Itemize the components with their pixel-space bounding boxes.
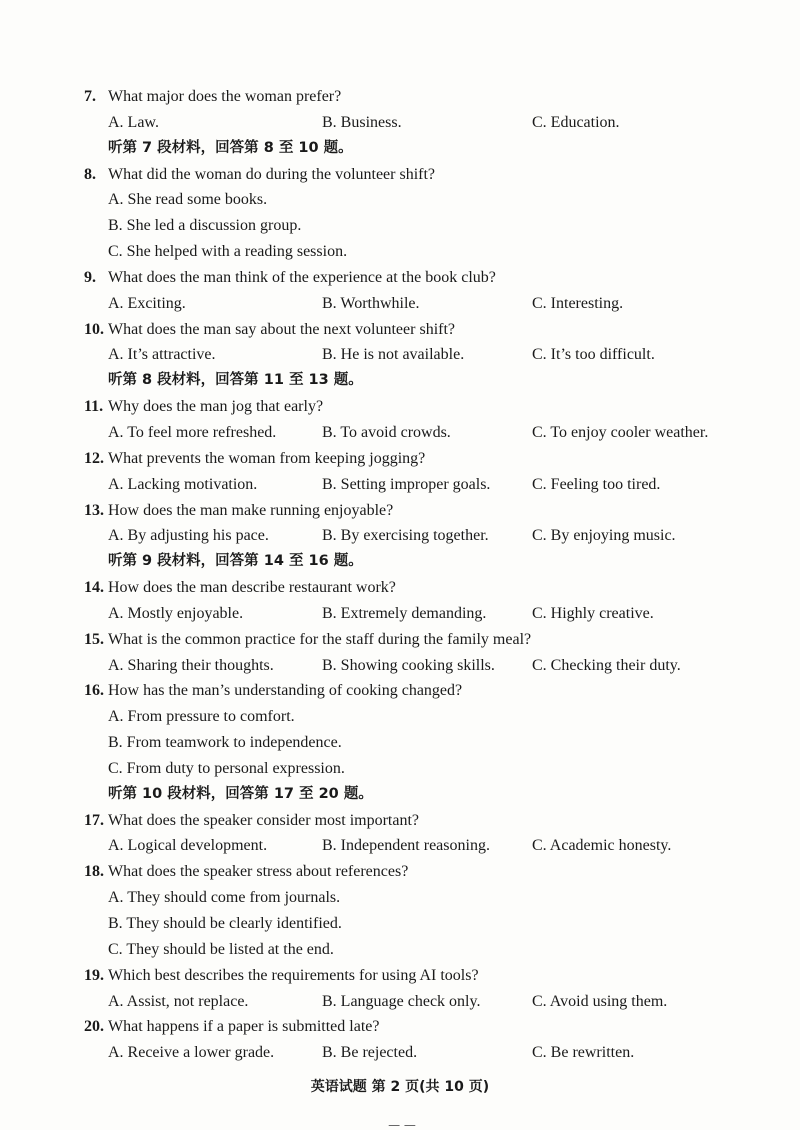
option-row [84, 833, 734, 859]
option-row [84, 989, 734, 1015]
option-c: C. Academic honesty. [532, 837, 672, 855]
question-stem [84, 317, 734, 343]
question-text: Which best describes the requirements for using AI tools? [108, 966, 479, 984]
option-c: C. Avoid using them. [532, 992, 668, 1010]
question-stem [84, 394, 734, 420]
question-text: Why does the man jog that early? [108, 398, 324, 416]
option-line: B. From teamwork to independence. [108, 734, 342, 752]
option-row [84, 110, 734, 136]
option-line: B. She led a discussion group. [108, 217, 302, 235]
section-instruction: 听第 10 段材料，回答第 17 至 20 题。 [108, 785, 373, 802]
option-c: C. Be rewritten. [532, 1044, 635, 1062]
option-b: B. Showing cooking skills. [322, 656, 495, 674]
question-list [84, 84, 734, 1066]
option-b: B. Language check only. [322, 992, 481, 1010]
option-a: A. Receive a lower grade. [108, 1044, 275, 1062]
question-stem [84, 963, 734, 989]
option-row [84, 653, 734, 679]
option-row [84, 291, 734, 317]
option-a: A. To feel more refreshed. [108, 423, 277, 441]
question-text: What does the speaker consider most important? [108, 811, 420, 829]
option-row [84, 472, 734, 498]
question-number: 15. [84, 630, 104, 648]
option-line: A. She read some books. [108, 191, 268, 209]
option-a: A. Sharing their thoughts. [108, 656, 274, 674]
option-c: C. Interesting. [532, 294, 624, 312]
question-stem [84, 678, 734, 704]
option-b: B. Setting improper goals. [322, 475, 491, 493]
option-line: A. They should come from journals. [108, 889, 341, 907]
option-c: C. Highly creative. [532, 604, 654, 622]
option-c: C. Education. [532, 113, 620, 131]
option-b: B. To avoid crowds. [322, 423, 451, 441]
question-number: 20. [84, 1018, 104, 1036]
option-a: A. Mostly enjoyable. [108, 604, 244, 622]
question-stem [84, 808, 734, 834]
option-b: B. Worthwhile. [322, 294, 420, 312]
option-b: B. Be rejected. [322, 1044, 418, 1062]
option-line: C. They should be listed at the end. [108, 940, 334, 958]
option-line: C. She helped with a reading session. [108, 243, 348, 261]
question-number: 10. [84, 320, 104, 338]
question-number: 7. [84, 88, 96, 105]
option-a: A. Law. [108, 113, 159, 131]
question-text: How has the man’s understanding of cooking changed? [108, 682, 463, 700]
question-number: 16. [84, 682, 104, 700]
question-text: How does the man make running enjoyable? [108, 501, 394, 519]
question-text: What does the man say about the next volunteer shift? [108, 320, 456, 338]
option-c: C. Checking their duty. [532, 656, 681, 674]
option-a: A. By adjusting his pace. [108, 527, 269, 545]
option-b: B. Independent reasoning. [322, 837, 490, 855]
question-stem [84, 162, 734, 188]
option-row [84, 420, 734, 446]
question-stem [84, 265, 734, 291]
question-number: 8. [84, 165, 96, 183]
question-text: What does the man think of the experience at the book club? [108, 268, 496, 286]
option-a: A. Lacking motivation. [108, 475, 258, 493]
option-row [84, 1040, 734, 1066]
question-stem [84, 446, 734, 472]
option-a: A. Assist, not replace. [108, 992, 249, 1010]
question-stem [84, 498, 734, 524]
question-text: What did the woman do during the volunteer shift? [108, 165, 436, 183]
question-stem [84, 627, 734, 653]
section-instruction: 听第 9 段材料，回答第 14 至 16 题。 [108, 553, 363, 570]
question-stem [84, 575, 734, 601]
option-row [84, 601, 734, 627]
question-number: 9. [84, 268, 96, 286]
question-number: 17. [84, 811, 104, 829]
question-text: What is the common practice for the staff during the family meal? [108, 630, 532, 648]
question-number: 13. [84, 501, 104, 519]
option-line: A. From pressure to comfort. [108, 708, 295, 726]
question-stem [84, 859, 734, 885]
question-stem [84, 84, 734, 110]
option-c: C. It’s too difficult. [532, 346, 655, 364]
page-footer: 英语试题 第 2 页(共 10 页) [310, 1079, 490, 1095]
question-stem [84, 1014, 734, 1040]
option-b: B. By exercising together. [322, 527, 489, 545]
option-row [84, 523, 734, 549]
option-a: A. Exciting. [108, 294, 186, 312]
question-text: What happens if a paper is submitted late? [108, 1018, 380, 1036]
option-row [84, 342, 734, 368]
option-line: B. They should be clearly identified. [108, 915, 342, 932]
question-number: 18. [84, 863, 104, 881]
question-number: 11. [84, 398, 104, 416]
option-a: A. Logical development. [108, 837, 268, 855]
option-a: A. It’s attractive. [108, 346, 216, 364]
option-c: C. By enjoying music. [532, 527, 676, 545]
question-text: What major does the woman prefer? [108, 88, 342, 105]
option-b: B. Extremely demanding. [322, 604, 487, 622]
option-b: B. Business. [322, 113, 402, 131]
section-instruction: 听第 7 段材料，回答第 8 至 10 题。 [108, 139, 353, 156]
question-text: What prevents the woman from keeping jogging? [108, 449, 426, 467]
question-number: 19. [84, 966, 104, 984]
option-line: C. From duty to personal expression. [108, 759, 345, 777]
option-c: C. To enjoy cooler weather. [532, 423, 709, 441]
option-b: B. He is not available. [322, 346, 465, 364]
question-number: 14. [84, 579, 104, 597]
question-text: How does the man describe restaurant work? [108, 579, 396, 597]
bottom-mark: — — [388, 1118, 416, 1132]
option-c: C. Feeling too tired. [532, 475, 661, 493]
section-instruction: 听第 8 段材料，回答第 11 至 13 题。 [108, 372, 363, 389]
question-text: What does the speaker stress about references? [108, 863, 409, 881]
question-number: 12. [84, 449, 104, 467]
